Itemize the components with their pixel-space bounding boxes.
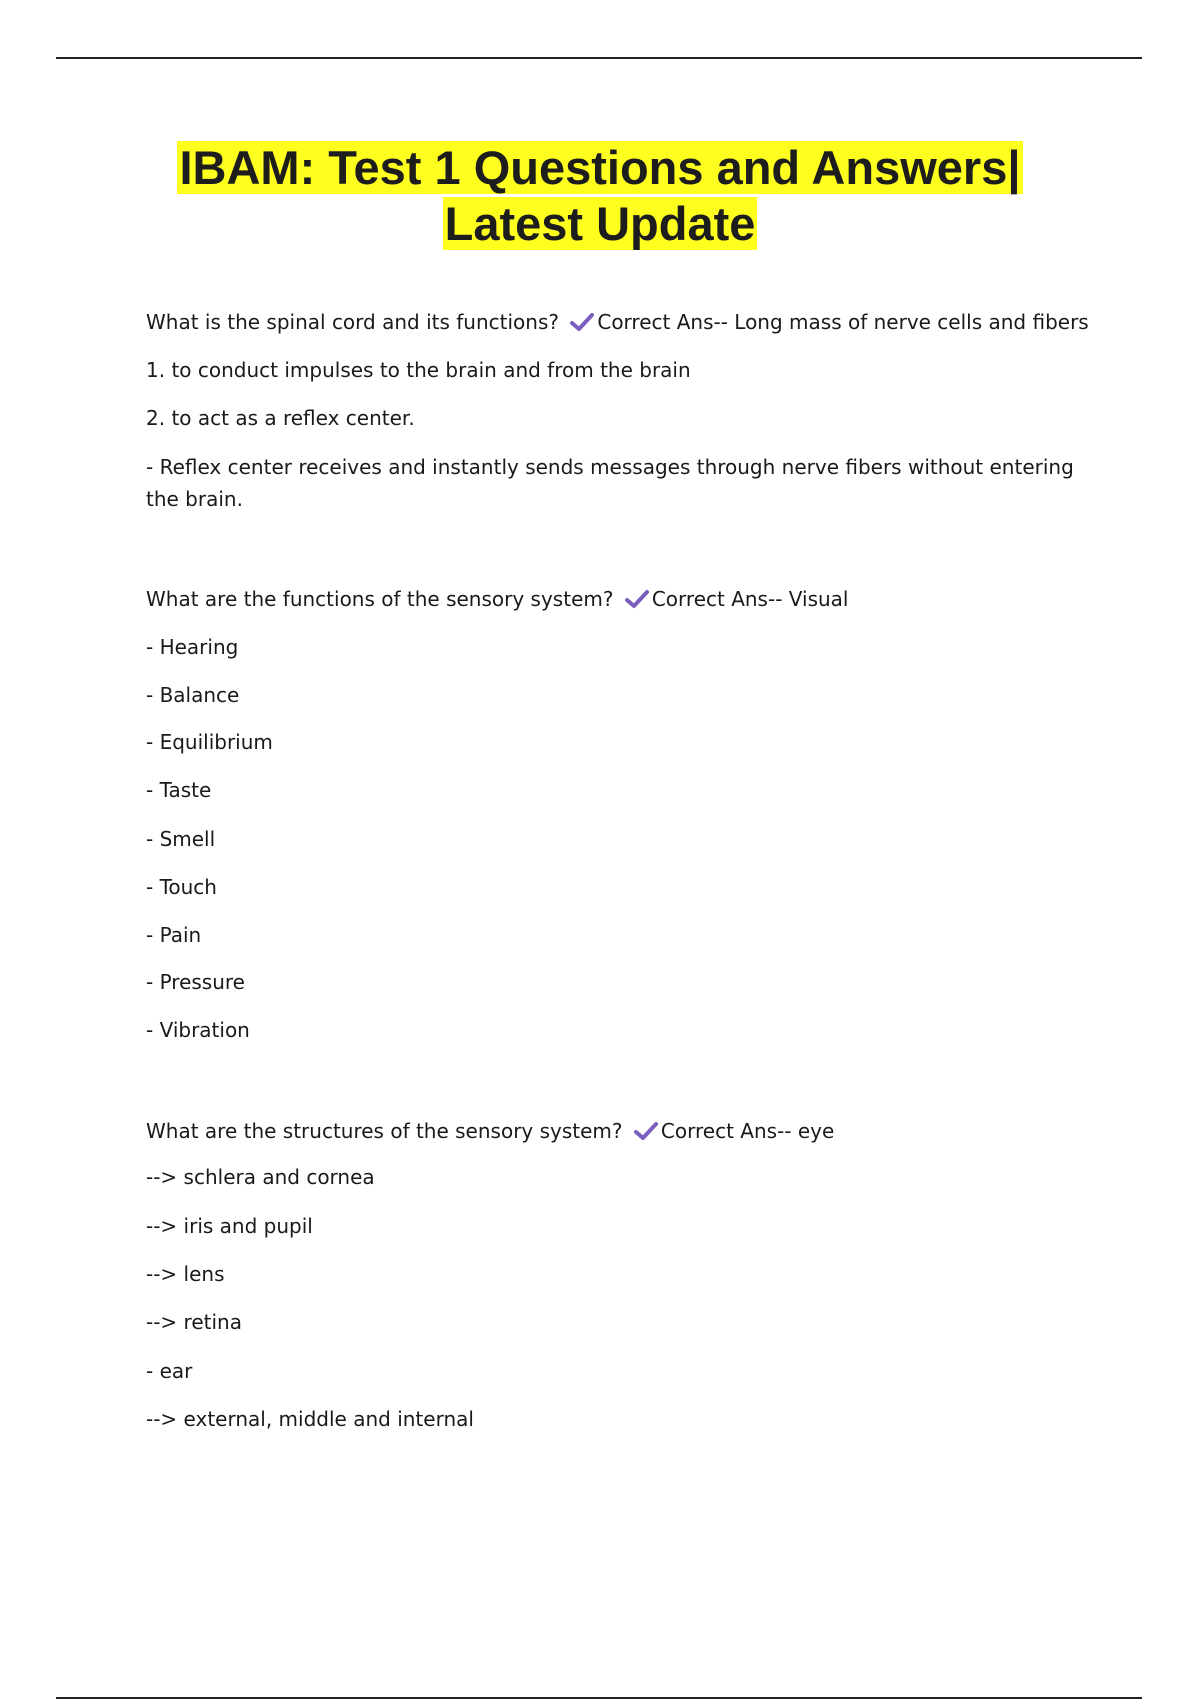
answer-line: --> lens bbox=[146, 1262, 225, 1286]
title-line-1: IBAM: Test 1 Questions and Answers| bbox=[179, 141, 1021, 194]
answer-line: - Taste bbox=[146, 778, 212, 802]
checkmark-icon bbox=[633, 1120, 659, 1142]
answer-line: --> retina bbox=[146, 1310, 242, 1334]
answer-line: --> schlera and cornea bbox=[146, 1165, 375, 1189]
answer-line: 2. to act as a reflex center. bbox=[146, 406, 415, 430]
question-1 bbox=[146, 306, 1089, 338]
checkmark-icon bbox=[569, 311, 595, 333]
answer-text: Correct Ans-- eye bbox=[660, 1119, 835, 1143]
answer-line: 1. to conduct impulses to the brain and from the brain bbox=[146, 358, 691, 382]
answer-text: Correct Ans-- Visual bbox=[651, 587, 849, 611]
answer-line: - Pain bbox=[146, 923, 202, 947]
question-text: What are the structures of the sensory system? bbox=[146, 1119, 623, 1143]
answer-line: - Touch bbox=[146, 875, 217, 899]
answer-line: - Smell bbox=[146, 827, 216, 851]
question-3 bbox=[146, 1115, 834, 1147]
answer-line: - Balance bbox=[146, 683, 240, 707]
answer-line: - Hearing bbox=[146, 635, 239, 659]
answer-line: - Vibration bbox=[146, 1018, 250, 1042]
question-text: What is the spinal cord and its functions? bbox=[146, 310, 559, 334]
checkmark-icon bbox=[624, 588, 650, 610]
bottom-rule bbox=[56, 1697, 1142, 1699]
document-title bbox=[0, 140, 1200, 252]
answer-line: --> iris and pupil bbox=[146, 1214, 313, 1238]
question-2 bbox=[146, 583, 848, 615]
answer-line: - ear bbox=[146, 1359, 193, 1383]
answer-line: --> external, middle and internal bbox=[146, 1407, 474, 1431]
title-line-2: Latest Update bbox=[444, 197, 756, 250]
answer-text: Correct Ans-- Long mass of nerve cells and fibers bbox=[597, 310, 1089, 334]
answer-line: - Reflex center receives and instantly sends messages through nerve fibers without entering the brain. bbox=[146, 455, 1074, 511]
top-rule bbox=[56, 57, 1142, 59]
answer-line: - Equilibrium bbox=[146, 730, 273, 754]
answer-line: - Pressure bbox=[146, 970, 245, 994]
question-text: What are the functions of the sensory system? bbox=[146, 587, 614, 611]
